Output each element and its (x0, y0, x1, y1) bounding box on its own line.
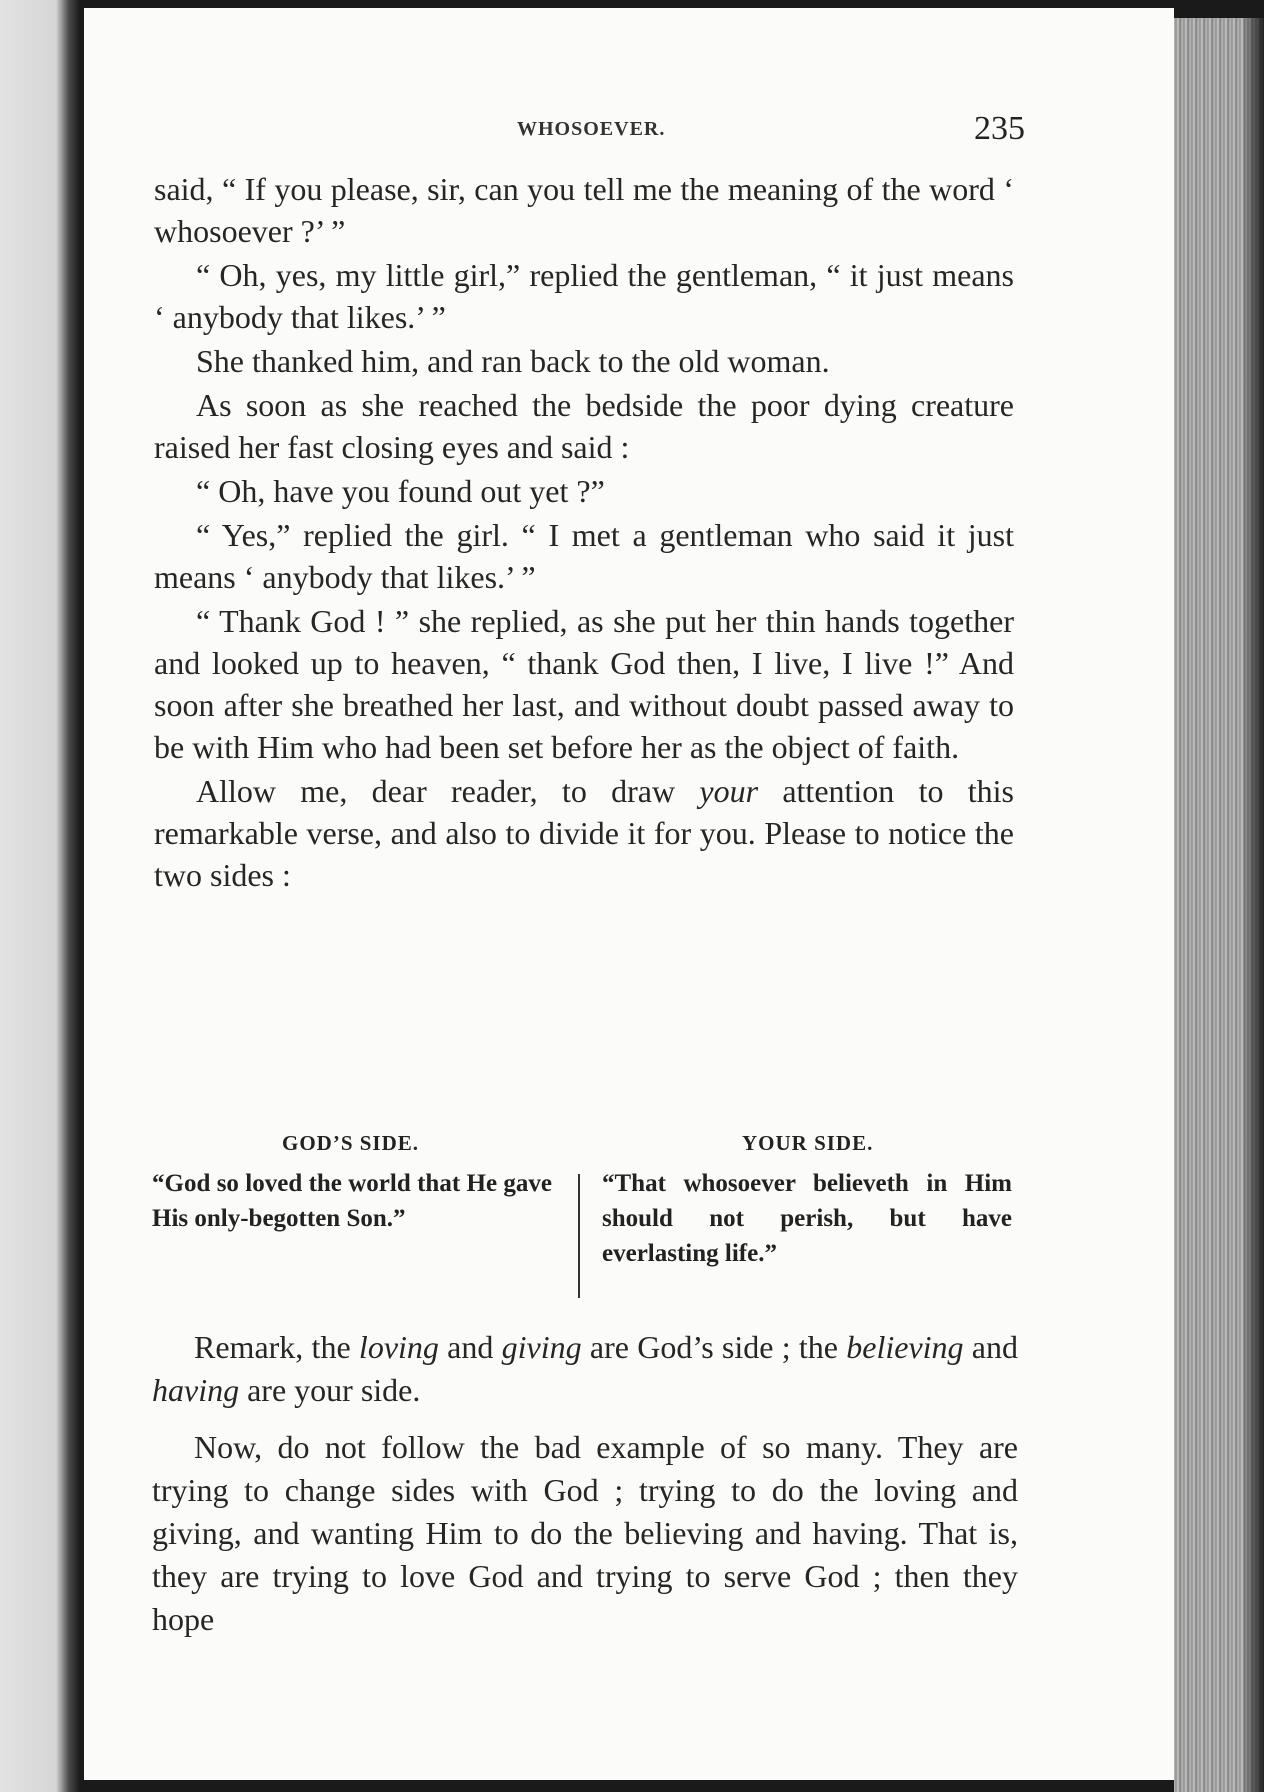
paragraph: “ Yes,” replied the girl. “ I met a gentleman who said it just means ‘ anybody that likes.’ ” (154, 517, 1014, 595)
two-sides-table (152, 1126, 1020, 1316)
page-header (84, 110, 1174, 150)
paragraph-text: Allow me, dear reader, to draw (196, 773, 700, 809)
paragraph: “ Oh, have you found out yet ?” (196, 473, 605, 509)
remark-paragraph (152, 1326, 1018, 1412)
paragraph: “ Oh, yes, my little girl,” replied the gentleman, “ it just means ‘ anybody that likes.’ ” (154, 257, 1014, 335)
emphasis: having (152, 1372, 240, 1408)
paragraph (154, 770, 1014, 896)
emphasis: giving (501, 1329, 582, 1365)
gods-side-text: “God so loved the world that He gave His only-begotten Son.” (152, 1170, 552, 1232)
body-text-bottom (152, 1326, 1018, 1641)
your-side-text: “That whosoever believeth in Him should not perish, but have everlasting life.” (602, 1170, 1012, 1267)
page-number: 235 (974, 110, 1025, 147)
closing-paragraph: Now, do not follow the bad example of so many. They are trying to change sides with God ; trying to do the loving and giving, and wanting Him to do the believing and having. That is, they are trying to love God and trying to serve God ; then they hope (152, 1429, 1018, 1637)
paragraph-text: and (963, 1329, 1019, 1365)
paragraph: “ Thank God ! ” she replied, as she put her thin hands together and looked up to heaven, “ thank God then, I live, I live !” And soon after she breathed her last, and without doubt passed away to be with Him who had been set before her as the object of faith. (154, 603, 1014, 765)
running-head: WHOSOEVER. (517, 118, 666, 140)
paragraph-text: and (438, 1329, 502, 1365)
paragraph: As soon as she reached the bedside the poor dying creature raised her fast closing eyes and said : (154, 387, 1014, 465)
body-text-top (154, 168, 1014, 896)
emphasis: believing (846, 1329, 964, 1365)
paragraph-text: are God’s side ; the (581, 1329, 847, 1365)
gods-side-heading: GOD’S SIDE. (282, 1131, 420, 1155)
book-left-edge (0, 0, 80, 1792)
paragraph-text: are your side. (239, 1372, 421, 1408)
paragraph-text: Remark, the (194, 1329, 359, 1365)
column-divider (578, 1174, 580, 1298)
paragraph: said, “ If you please, sir, can you tell me the meaning of the word ‘ whosoever ?’ ” (154, 171, 1014, 249)
book-page (84, 8, 1174, 1780)
book-page-edges (1174, 18, 1264, 1792)
emphasis: loving (358, 1329, 439, 1365)
your-side-heading: YOUR SIDE. (742, 1131, 874, 1155)
emphasis: your (699, 773, 759, 809)
paragraph: She thanked him, and ran back to the old woman. (196, 343, 830, 379)
paragraph-text: attention to this remarkable verse, and also to divide it for you. Please to notice the two sides : (154, 773, 1015, 893)
